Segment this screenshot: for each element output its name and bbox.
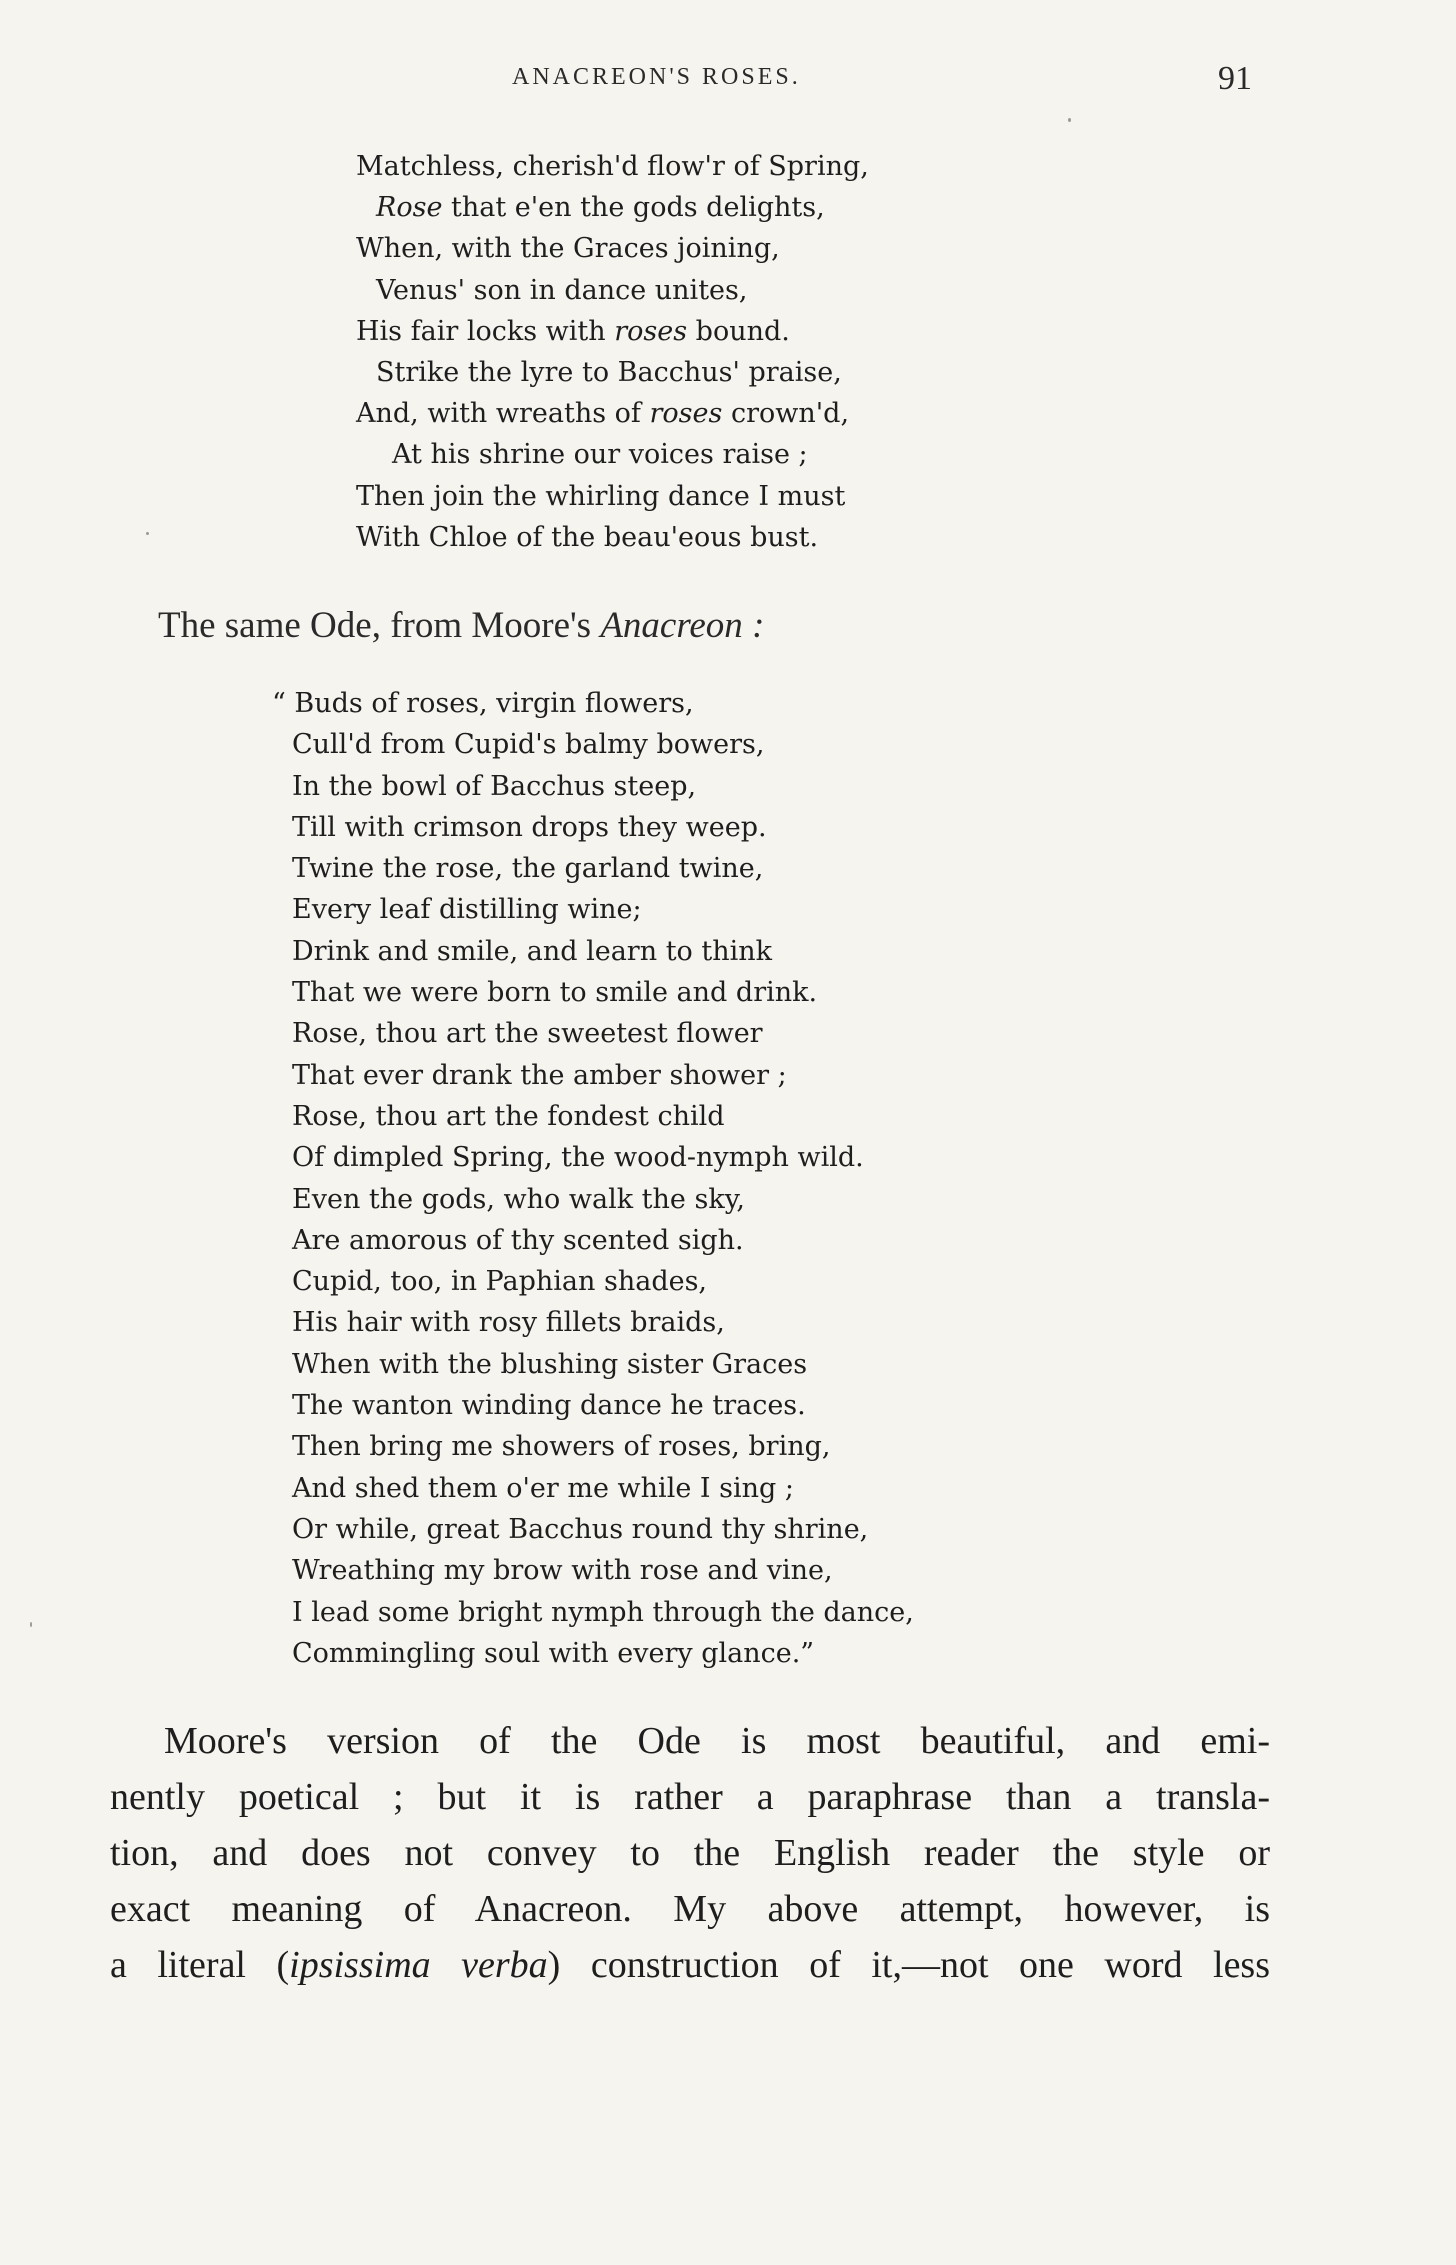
commentary-paragraph <box>110 1713 1270 1993</box>
poem-line: Are amorous of thy scented sigh. <box>292 1224 744 1256</box>
italic-word: roses <box>614 315 688 347</box>
poem-line: And, with wreaths of roses crown'd, <box>356 398 850 430</box>
poem-line: Rose, thou art the fondest child <box>292 1100 725 1132</box>
poem-line: Rose that e'en the gods delights, <box>376 192 825 224</box>
poem-line: Every leaf distilling wine; <box>292 894 642 926</box>
paragraph-line: Moore's version of the Ode is most beautiful, and emi- <box>164 1720 1270 1762</box>
paper-speck <box>1068 118 1071 122</box>
poem-line: Strike the lyre to Bacchus' praise, <box>376 356 842 388</box>
running-head <box>0 60 1456 100</box>
poem-line: That ever drank the amber shower ; <box>292 1059 787 1091</box>
poem-line: Twine the rose, the garland twine, <box>292 853 764 885</box>
poem-line: Till with crimson drops they weep. <box>292 811 767 843</box>
poem-line: Wreathing my brow with rose and vine, <box>292 1555 833 1587</box>
translation-poem <box>356 146 869 558</box>
moore-intro: The same Ode, from Moore's Anacreon : <box>158 605 765 646</box>
page-number: 91 <box>1218 60 1252 97</box>
italic-word: Rose <box>376 192 443 224</box>
poem-line: When with the blushing sister Graces <box>292 1348 808 1380</box>
poem-line: When, with the Graces joining, <box>356 233 780 265</box>
poem-line: Of dimpled Spring, the wood-nymph wild. <box>292 1142 864 1174</box>
poem-line: Even the gods, who walk the sky, <box>292 1183 745 1215</box>
italic-word: roses <box>649 398 723 430</box>
paragraph-line: nently poetical ; but it is rather a paraphrase than a transla- <box>110 1776 1270 1818</box>
poem-line: Matchless, cherish'd flow'r of Spring, <box>356 151 869 182</box>
poem-line: Or while, great Bacchus round thy shrine, <box>292 1513 869 1545</box>
paragraph-line: exact meaning of Anacreon. My above attempt, however, is <box>110 1888 1270 1930</box>
poem-line: The wanton winding dance he traces. <box>292 1390 806 1422</box>
poem-line: His fair locks with roses bound. <box>356 315 790 347</box>
poem-line: Commingling soul with every glance.” <box>292 1637 815 1669</box>
poem-line: Then bring me showers of roses, bring, <box>292 1431 831 1463</box>
poem-line: I lead some bright nymph through the dance, <box>292 1596 914 1628</box>
poem-line: “ Buds of roses, virgin flowers, <box>272 688 694 719</box>
paragraph-line: tion, and does not convey to the English reader the style or <box>110 1832 1270 1874</box>
poem-line: At his shrine our voices raise ; <box>392 439 808 471</box>
poem-line: With Chloe of the beau'eous bust. <box>356 521 819 553</box>
poem-line: Cupid, too, in Paphian shades, <box>292 1266 708 1298</box>
poem-line: That we were born to smile and drink. <box>292 977 818 1009</box>
poem-line: Cull'd from Cupid's balmy bowers, <box>292 729 765 761</box>
poem-line: Rose, thou art the sweetest flower <box>292 1018 763 1050</box>
running-title: ANACREON'S ROSES. <box>512 64 801 90</box>
poem-line: Then join the whirling dance I must <box>356 480 846 512</box>
poem-line: And shed them o'er me while I sing ; <box>292 1472 794 1504</box>
poem-line: Venus' son in dance unites, <box>376 274 748 306</box>
poem-line: In the bowl of Bacchus steep, <box>292 770 697 802</box>
moore-poem <box>272 683 914 1674</box>
latin-phrase: ipsissima verba <box>289 1944 548 1986</box>
poem-line: Drink and smile, and learn to think <box>292 935 773 967</box>
paper-speck <box>30 1622 32 1627</box>
paper-speck <box>146 532 149 535</box>
work-title: Anacreon <box>600 605 743 646</box>
poem-line: His hair with rosy fillets braids, <box>292 1307 725 1339</box>
paragraph-line: a literal (ipsissima verba) construction of it,—not one word less <box>110 1944 1271 1986</box>
